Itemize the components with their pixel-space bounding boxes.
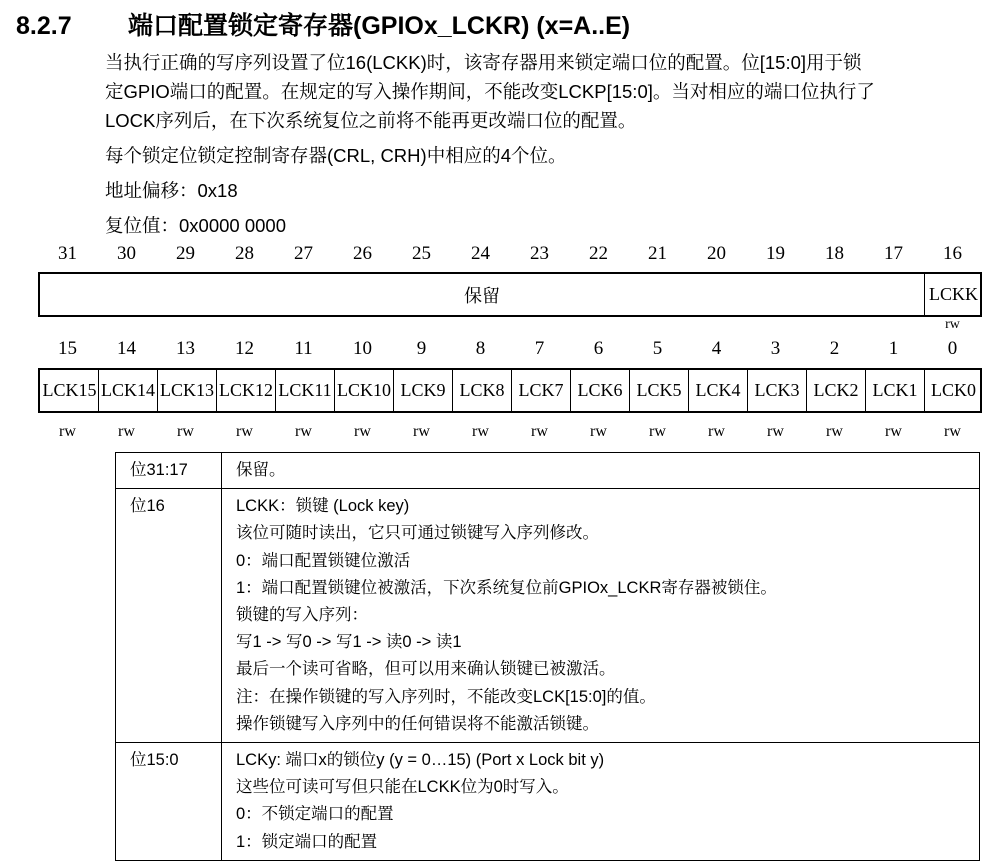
access-type: rw bbox=[413, 423, 430, 440]
description-line: 锁键的写入序列： bbox=[236, 606, 368, 625]
intro-text bbox=[105, 48, 985, 240]
lck-field: LCK6 bbox=[570, 370, 629, 411]
bit-range: 位31:17 bbox=[116, 453, 222, 489]
description-line: 注：在操作锁键的写入序列时，不能改变LCK[15:0]的值。 bbox=[236, 687, 656, 706]
bit-description bbox=[222, 489, 980, 743]
bit-description bbox=[222, 453, 980, 489]
intro-para1-line: 当执行正确的写序列设置了位16(LCKK)时，该寄存器用来锁定端口位的配置。位[15:0]用于锁 bbox=[105, 52, 862, 73]
lck-field: LCK14 bbox=[98, 370, 157, 411]
description-line: 操作锁键写入序列中的任何错误将不能激活锁键。 bbox=[236, 714, 599, 733]
description-line: 该位可随时读出，它只可通过锁键写入序列修改。 bbox=[236, 524, 599, 543]
access-type: rw bbox=[649, 423, 666, 440]
upper-bit-numbers bbox=[38, 243, 982, 265]
bit-description bbox=[222, 743, 980, 861]
access-type: rw bbox=[472, 423, 489, 440]
lck-field: LCK3 bbox=[747, 370, 806, 411]
bit-number: 15 bbox=[58, 338, 77, 359]
lckk-field: LCKK bbox=[924, 274, 982, 315]
bit-number: 22 bbox=[589, 243, 608, 264]
access-type: rw bbox=[59, 423, 76, 440]
description-line: 最后一个读可省略，但可以用来确认锁键已被激活。 bbox=[236, 660, 616, 679]
intro-para2: 每个锁定位锁定控制寄存器(CRL, CRH)中相应的4个位。 bbox=[105, 145, 567, 166]
bit-description-table bbox=[115, 452, 980, 861]
bit-number: 31 bbox=[58, 243, 77, 264]
bit-number: 2 bbox=[829, 338, 840, 359]
access-type: rw bbox=[885, 423, 902, 440]
access-type: rw bbox=[826, 423, 843, 440]
bit-number: 5 bbox=[652, 338, 663, 359]
bit-number: 9 bbox=[416, 338, 427, 359]
lck-field: LCK2 bbox=[806, 370, 865, 411]
bit-number: 24 bbox=[471, 243, 490, 264]
access-type: rw bbox=[590, 423, 607, 440]
bit-number: 6 bbox=[593, 338, 604, 359]
bit-number: 0 bbox=[947, 338, 958, 359]
description-line: 这些位可读可写但只能在LCKK位为0时写入。 bbox=[236, 778, 569, 797]
bit-number: 19 bbox=[766, 243, 785, 264]
bit-range: 位16 bbox=[116, 489, 222, 743]
bit-number: 13 bbox=[176, 338, 195, 359]
section-heading bbox=[16, 6, 630, 42]
access-type: rw bbox=[531, 423, 548, 440]
bit-number: 25 bbox=[412, 243, 431, 264]
bit-number: 14 bbox=[117, 338, 136, 359]
lck-field: LCK9 bbox=[393, 370, 452, 411]
bit-number: 27 bbox=[294, 243, 313, 264]
intro-para1-line: LOCK序列后，在下次系统复位之前将不能再更改端口位的配置。 bbox=[105, 110, 637, 131]
lck-field: LCK5 bbox=[629, 370, 688, 411]
upper-access-row bbox=[38, 318, 982, 332]
bit-number: 7 bbox=[534, 338, 545, 359]
bit-number: 26 bbox=[353, 243, 372, 264]
lck-field: LCK0 bbox=[924, 370, 982, 411]
lck-field: LCK11 bbox=[275, 370, 334, 411]
description-line: 1：端口配置锁键位被激活，下次系统复位前GPIOx_LCKR寄存器被锁住。 bbox=[236, 578, 777, 597]
reserved-field: 保留 bbox=[464, 285, 500, 306]
bit-number: 16 bbox=[943, 243, 962, 264]
bit-number: 8 bbox=[475, 338, 486, 359]
bit-number: 28 bbox=[235, 243, 254, 264]
access-type: rw bbox=[177, 423, 194, 440]
bit-range: 位15:0 bbox=[116, 743, 222, 861]
bit-number: 3 bbox=[770, 338, 781, 359]
intro-para1 bbox=[105, 48, 985, 135]
section-title: 端口配置锁定寄存器(GPIOx_LCKR) (x=A..E) bbox=[128, 12, 631, 40]
access-type: rw bbox=[708, 423, 725, 440]
bit-number: 1 bbox=[888, 338, 899, 359]
lck-field: LCK13 bbox=[157, 370, 216, 411]
lck-field: LCK7 bbox=[511, 370, 570, 411]
description-line: 保留。 bbox=[236, 461, 286, 479]
bit-number: 20 bbox=[707, 243, 726, 264]
access-type: rw bbox=[118, 423, 135, 440]
bit-number: 17 bbox=[884, 243, 903, 264]
access-type: rw bbox=[295, 423, 312, 440]
description-row bbox=[116, 489, 980, 743]
register-lower-row bbox=[38, 368, 982, 413]
bit-number: 18 bbox=[825, 243, 844, 264]
bit-number: 11 bbox=[294, 338, 313, 359]
description-line: 0：不锁定端口的配置 bbox=[236, 805, 394, 824]
bit-number: 29 bbox=[176, 243, 195, 264]
lower-bit-numbers bbox=[38, 338, 982, 360]
lck-field: LCK15 bbox=[42, 380, 97, 400]
intro-para1-line: 定GPIO端口的配置。在规定的写入操作期间，不能改变LCKP[15:0]。当对相应的端口位执行了 bbox=[105, 81, 875, 102]
description-line: 写1 -> 写0 -> 写1 -> 读0 -> 读1 bbox=[236, 633, 462, 652]
lck-field: LCK12 bbox=[216, 370, 275, 411]
lck-field: LCK8 bbox=[452, 370, 511, 411]
description-row bbox=[116, 743, 980, 861]
access-type: rw bbox=[944, 423, 961, 440]
bit-number: 10 bbox=[353, 338, 372, 359]
reset-value: 复位值：0x0000 0000 bbox=[105, 215, 286, 236]
access-type: rw bbox=[236, 423, 253, 440]
address-offset: 地址偏移：0x18 bbox=[105, 180, 238, 201]
register-upper-row bbox=[38, 272, 982, 317]
description-line: 0：端口配置锁键位激活 bbox=[236, 551, 411, 570]
description-line: 1：锁定端口的配置 bbox=[236, 832, 378, 851]
lck-field: LCK10 bbox=[334, 370, 393, 411]
access-type: rw bbox=[354, 423, 371, 440]
section-number: 8.2.7 bbox=[16, 12, 72, 40]
bit-number: 12 bbox=[235, 338, 254, 359]
description-line: LCKK：锁键 (Lock key) bbox=[236, 497, 410, 516]
description-row bbox=[116, 453, 980, 489]
lck-field: LCK1 bbox=[865, 370, 924, 411]
bit-number: 4 bbox=[711, 338, 722, 359]
lckk-access: rw bbox=[945, 317, 960, 332]
description-line: LCKy: 端口x的锁位y (y = 0…15) (Port x Lock bit y) bbox=[236, 751, 605, 770]
lower-access-row bbox=[38, 423, 982, 443]
bit-number: 23 bbox=[530, 243, 549, 264]
access-type: rw bbox=[767, 423, 784, 440]
lck-field: LCK4 bbox=[688, 370, 747, 411]
bit-number: 21 bbox=[648, 243, 667, 264]
bit-number: 30 bbox=[117, 243, 136, 264]
